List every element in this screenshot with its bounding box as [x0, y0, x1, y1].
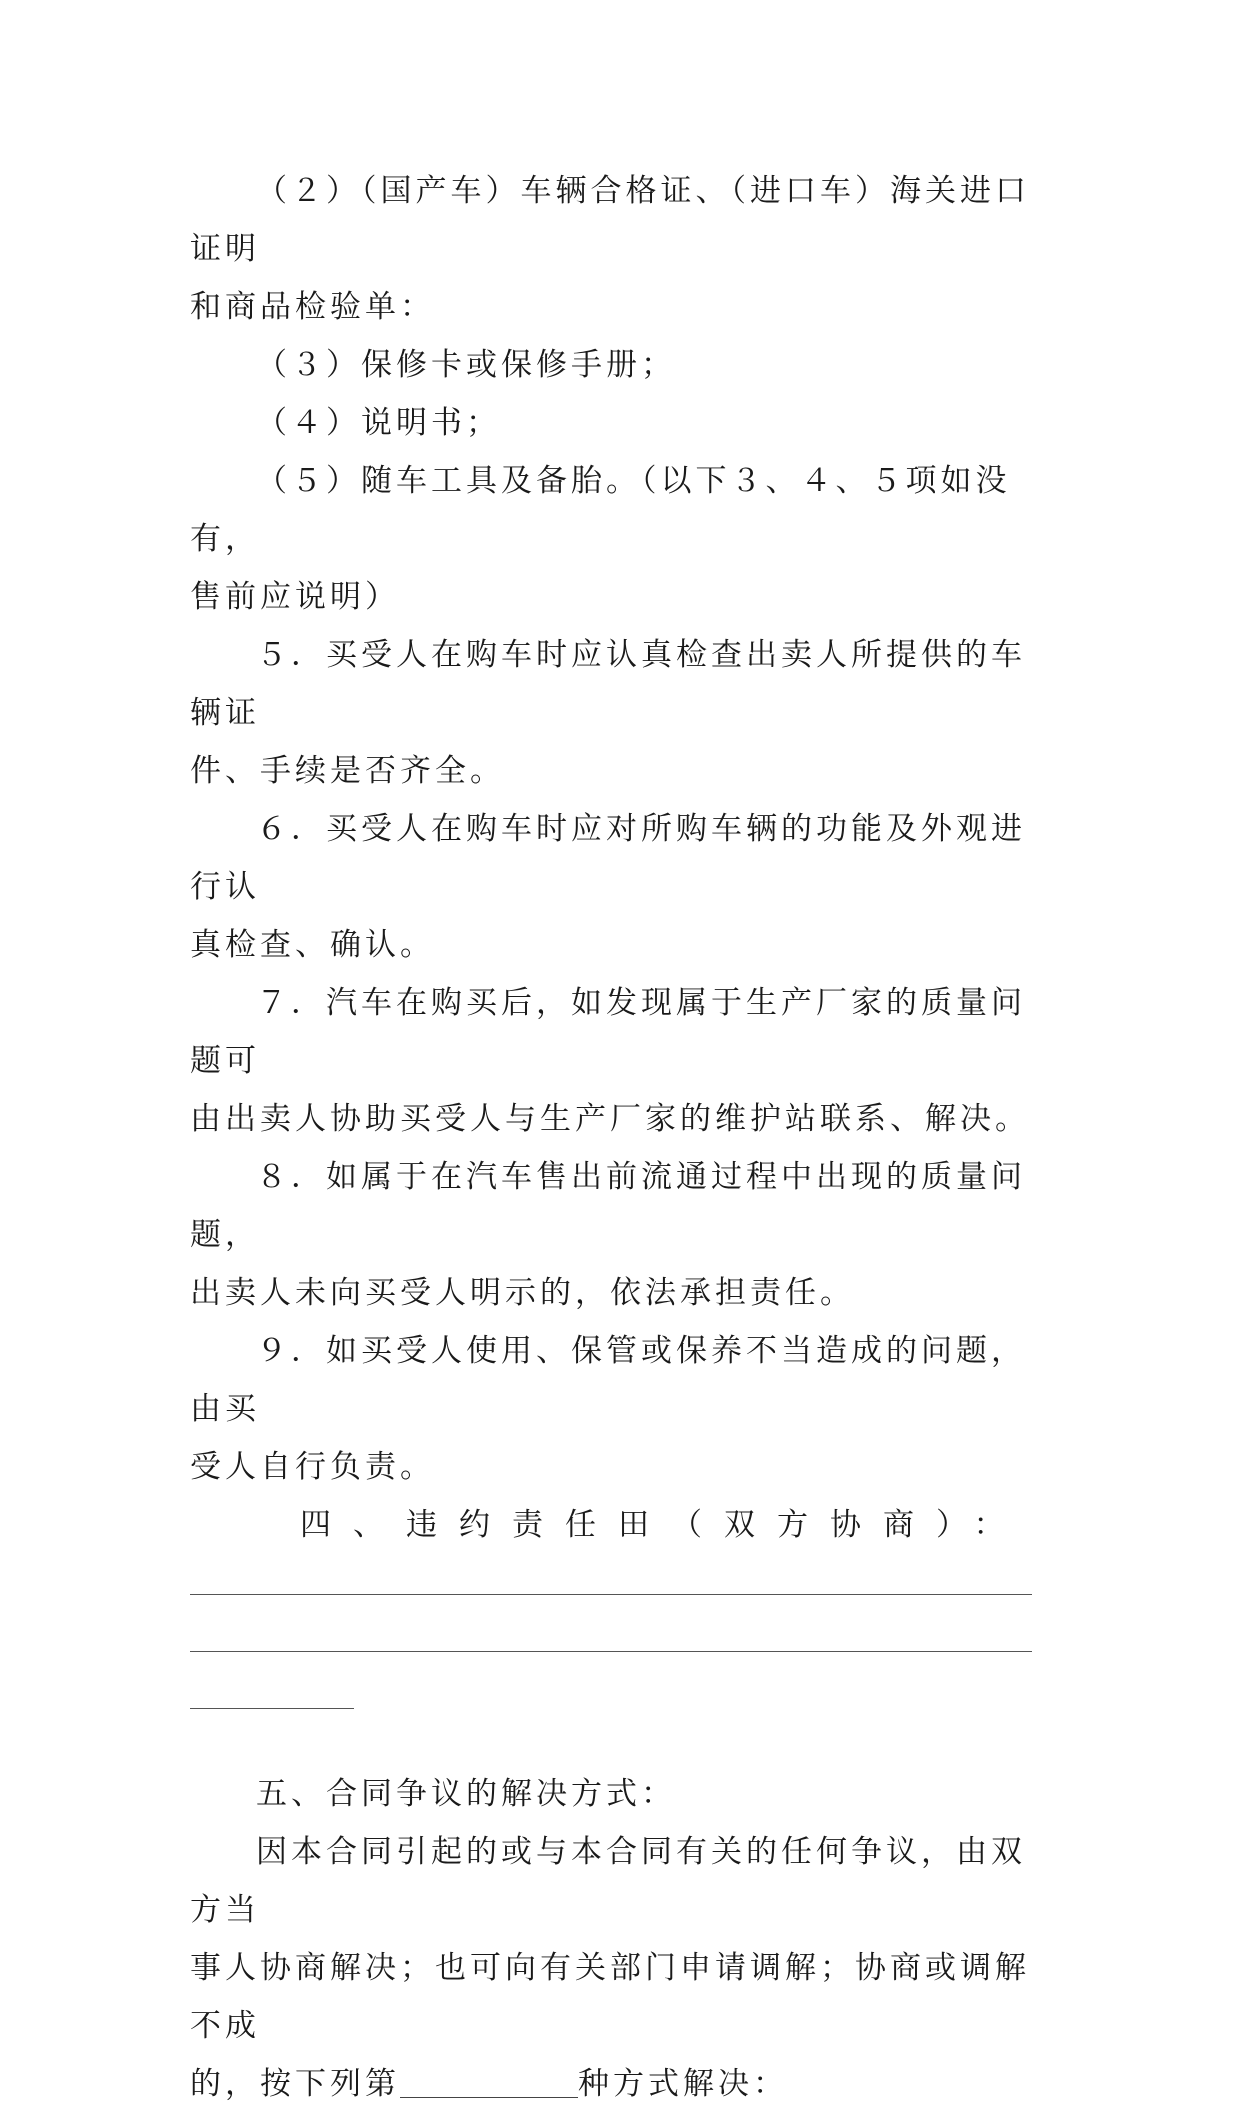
section-4-heading: 四、违约责任田（双方协商）： [300, 1507, 1027, 1543]
fill-in-line-3[interactable] [190, 1708, 354, 1709]
item-5-line-2: 售前应说明） [190, 579, 400, 615]
section-5-heading: 五、合同争议的解决方式： [256, 1776, 676, 1812]
section-5-body-line-3-suffix: 种方式解决： [578, 2066, 788, 2102]
item-2-line-2: 和商品检验单： [190, 289, 435, 325]
clause-5-line-1: ５．买受人在购车时应认真检查出卖人所提供的车辆证 [190, 637, 1026, 731]
section-5-body-line-2: 事人协商解决；也可向有关部门申请调解；协商或调解不成 [190, 1950, 1030, 2044]
clause-7-line-2: 由出卖人协助买受人与生产厂家的维护站联系、解决。 [190, 1101, 1030, 1137]
clause-8-line-1: ８．如属于在汽车售出前流通过程中出现的质量问题， [190, 1159, 1026, 1253]
document-page [190, 162, 1050, 2113]
item-2-line-1: （２）（国产车）车辆合格证、（进口车）海关进口证明 [190, 173, 1030, 267]
item-4: （４）说明书； [256, 405, 501, 441]
fill-in-line-2[interactable] [190, 1651, 1032, 1652]
clause-9-line-1: ９．如买受人使用、保管或保养不当造成的问题，由买 [190, 1333, 1026, 1427]
clause-9-line-2: 受人自行负责。 [190, 1449, 435, 1485]
clause-6-line-1: ６．买受人在购车时应对所购车辆的功能及外观进行认 [190, 811, 1026, 905]
item-3: （３）保修卡或保修手册； [256, 347, 676, 383]
method-number-blank[interactable] [400, 2063, 578, 2098]
fill-in-line-1[interactable] [190, 1594, 1032, 1595]
section-5-body-line-1: 因本合同引起的或与本合同有关的任何争议，由双方当 [190, 1834, 1026, 1928]
clause-6-line-2: 真检查、确认。 [190, 927, 435, 963]
clause-5-line-2: 件、手续是否齐全。 [190, 753, 505, 789]
clause-7-line-1: ７．汽车在购买后，如发现属于生产厂家的质量问题可 [190, 985, 1026, 1079]
clause-8-line-2: 出卖人未向买受人明示的，依法承担责任。 [190, 1275, 855, 1311]
section-5-body-line-3 [190, 2055, 1050, 2113]
section-5-body-line-3-prefix: 的，按下列第 [190, 2066, 400, 2102]
item-5-line-1: （５）随车工具及备胎。（以下３、４、５项如没有， [190, 463, 1011, 557]
